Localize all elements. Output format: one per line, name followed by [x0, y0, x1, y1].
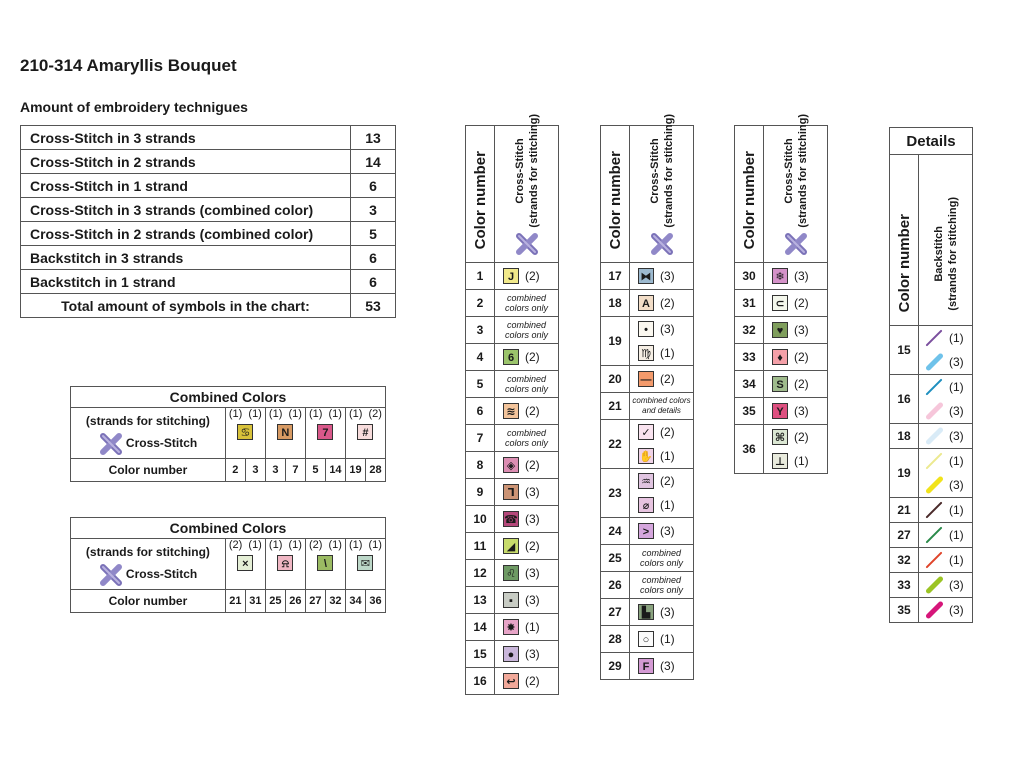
- technique-row: [21, 270, 396, 294]
- strand-count: (1): [949, 503, 964, 517]
- cross-stitch-header: Cross-Stitch: [648, 138, 661, 204]
- color-number: 30: [735, 263, 764, 290]
- color-column-1: [465, 114, 559, 695]
- technique-count: 13: [351, 126, 396, 150]
- strand-count: (2): [228, 539, 243, 551]
- symbol-swatch: J: [503, 268, 519, 284]
- cross-stitch-icon: [515, 232, 539, 256]
- strand-count: (2): [525, 539, 540, 553]
- strand-count: (3): [949, 603, 964, 617]
- combined-only-note: combined colors only: [639, 548, 684, 568]
- color-number: 18: [890, 424, 919, 449]
- backstitch-line: [925, 575, 945, 595]
- strand-count: (1): [308, 408, 323, 420]
- color-row: [466, 452, 559, 479]
- color-number: 19: [601, 317, 630, 366]
- color-number: 9: [466, 479, 495, 506]
- color-number: 32: [735, 317, 764, 344]
- color-number-header: Color number: [606, 150, 624, 249]
- symbol-swatch: ▪: [503, 592, 519, 608]
- backstitch-row: [890, 375, 973, 424]
- technique-row: [21, 198, 396, 222]
- symbol-swatch: ♋: [237, 424, 253, 440]
- color-row: [601, 366, 694, 393]
- color-number-header: Color number: [895, 213, 913, 312]
- symbol-swatch: ⌘: [772, 429, 788, 445]
- color-row: [466, 263, 559, 290]
- strand-count: (1): [268, 539, 283, 551]
- color-number: 32: [890, 548, 919, 573]
- color-number: 35: [890, 598, 919, 623]
- cross-stitch-header: Cross-Stitch: [782, 138, 795, 204]
- color-row: [466, 560, 559, 587]
- color-row: [466, 344, 559, 371]
- symbol-swatch: ⌀: [638, 497, 654, 513]
- technique-label: Total amount of symbols in the chart:: [21, 294, 351, 318]
- combined-only-note: combined colors only: [504, 320, 549, 340]
- technique-count: 5: [351, 222, 396, 246]
- strand-count: (1): [288, 408, 302, 420]
- strand-count: (3): [949, 355, 964, 369]
- symbol-swatch: ✸: [503, 619, 519, 635]
- color-number: 34: [735, 371, 764, 398]
- color-number: 21: [601, 393, 630, 420]
- color-number: 19: [890, 449, 919, 498]
- cross-stitch-label: Cross-Stitch: [71, 432, 225, 456]
- color-number: 34: [345, 590, 365, 613]
- strand-count: (2): [794, 296, 809, 310]
- strand-count: (2): [525, 674, 540, 688]
- color-number: 28: [365, 459, 385, 482]
- strand-count: (1): [660, 632, 675, 646]
- color-row: [601, 599, 694, 626]
- color-number: 3: [265, 459, 285, 482]
- color-row: [601, 572, 694, 599]
- color-number: 31: [245, 590, 265, 613]
- strand-count: (3): [660, 659, 675, 673]
- color-row: [466, 290, 559, 317]
- symbol-swatch: ▙: [638, 604, 654, 620]
- color-number: 21: [890, 498, 919, 523]
- strands-header: (strands for stitching): [527, 114, 540, 228]
- combined-colors-table-1: [70, 386, 386, 482]
- combined-title: Combined Colors: [71, 518, 386, 539]
- strand-count: (2): [660, 474, 675, 488]
- color-number: 2: [466, 290, 495, 317]
- symbol-swatch: ♌: [503, 565, 519, 581]
- color-row: [601, 653, 694, 680]
- cross-stitch-icon: [99, 432, 123, 456]
- technique-count: 6: [351, 246, 396, 270]
- symbol-swatch: \: [317, 555, 333, 571]
- color-row: [466, 533, 559, 560]
- color-row: [466, 371, 559, 398]
- strand-count: (1): [794, 454, 809, 468]
- backstitch-line: [925, 377, 945, 397]
- color-row: [735, 317, 828, 344]
- strand-count: (3): [525, 593, 540, 607]
- symbol-swatch: ☎: [503, 511, 519, 527]
- symbol-swatch: N: [277, 424, 293, 440]
- strand-count: (2): [660, 296, 675, 310]
- symbol-swatch: ≋: [503, 403, 519, 419]
- symbol-swatch: ✋: [638, 448, 654, 464]
- color-row: [735, 290, 828, 317]
- technique-row: [21, 222, 396, 246]
- strand-count: (3): [525, 512, 540, 526]
- backstitch-line: [925, 600, 945, 620]
- color-row: [466, 398, 559, 425]
- combined-only-note: combined colors only: [504, 428, 549, 448]
- symbol-swatch: ●: [503, 646, 519, 662]
- backstitch-line: [925, 500, 945, 520]
- color-number-label: Color number: [71, 590, 226, 613]
- technique-count: 14: [351, 150, 396, 174]
- color-number: 28: [601, 626, 630, 653]
- color-number: 5: [305, 459, 325, 482]
- techniques-heading: Amount of embroidery technigues: [20, 99, 248, 115]
- technique-count: 3: [351, 198, 396, 222]
- color-row: [466, 506, 559, 533]
- color-row: [601, 263, 694, 290]
- color-row: [466, 587, 559, 614]
- strand-count: (1): [248, 539, 262, 551]
- backstitch-line: [925, 352, 945, 372]
- symbol-swatch: ♥: [772, 322, 788, 338]
- color-number: 13: [466, 587, 495, 614]
- techniques-table: [20, 125, 396, 318]
- strand-count: (1): [949, 331, 964, 345]
- technique-row: [21, 174, 396, 198]
- color-row: [601, 420, 694, 469]
- color-row: [735, 398, 828, 425]
- strand-count: (1): [348, 408, 363, 420]
- details-table: [889, 127, 973, 623]
- color-number: 15: [466, 641, 495, 668]
- strand-count: (1): [660, 449, 675, 463]
- combined-only-note: combined colors only: [504, 374, 549, 394]
- color-number: 7: [285, 459, 305, 482]
- strand-count: (3): [949, 429, 964, 443]
- backstitch-row: [890, 573, 973, 598]
- color-number: 14: [466, 614, 495, 641]
- technique-label: Cross-Stitch in 1 strand: [21, 174, 351, 198]
- color-row: [466, 668, 559, 695]
- color-number: 10: [466, 506, 495, 533]
- color-column-2: [600, 114, 694, 680]
- color-number-label: Color number: [71, 459, 226, 482]
- strand-count: (1): [328, 408, 342, 420]
- combined-only-note: combined colors only: [504, 293, 549, 313]
- color-number: 16: [466, 668, 495, 695]
- color-row: [601, 290, 694, 317]
- strand-count: (1): [660, 498, 675, 512]
- symbol-swatch: •: [638, 321, 654, 337]
- technique-count: 6: [351, 174, 396, 198]
- symbol-swatch: >: [638, 523, 654, 539]
- color-number: 27: [305, 590, 325, 613]
- color-row: [466, 425, 559, 452]
- color-number-header: Color number: [471, 150, 489, 249]
- strand-count: (3): [949, 478, 964, 492]
- strand-count: (1): [949, 380, 964, 394]
- color-number: 24: [601, 518, 630, 545]
- technique-label: Cross-Stitch in 2 strands: [21, 150, 351, 174]
- color-number: 31: [735, 290, 764, 317]
- cross-stitch-label: Cross-Stitch: [71, 563, 225, 587]
- backstitch-line: [925, 525, 945, 545]
- symbol-swatch: ✉: [357, 555, 373, 571]
- symbol-swatch: ⍾: [277, 555, 293, 571]
- backstitch-row: [890, 326, 973, 375]
- color-row: [466, 479, 559, 506]
- strand-count: (1): [660, 346, 675, 360]
- color-number: 25: [265, 590, 285, 613]
- color-number: 11: [466, 533, 495, 560]
- strand-count: (1): [228, 408, 243, 420]
- color-number: 35: [735, 398, 764, 425]
- strand-count: (1): [248, 408, 262, 420]
- color-number: 16: [890, 375, 919, 424]
- details-title: Details: [890, 128, 973, 155]
- strand-count: (2): [525, 458, 540, 472]
- strand-count: (2): [660, 372, 675, 386]
- color-number: 36: [735, 425, 764, 474]
- strand-count: (3): [794, 269, 809, 283]
- color-row: [466, 317, 559, 344]
- strand-count: (2): [794, 350, 809, 364]
- combined-title: Combined Colors: [71, 387, 386, 408]
- strand-count: (2): [368, 408, 382, 420]
- color-number: 2: [225, 459, 245, 482]
- color-number: 12: [466, 560, 495, 587]
- backstitch-line: [925, 401, 945, 421]
- symbol-swatch: ○: [638, 631, 654, 647]
- strands-header: (strands for stitching): [946, 197, 959, 311]
- color-number: 19: [345, 459, 365, 482]
- color-row: [601, 626, 694, 653]
- cross-stitch-icon: [784, 232, 808, 256]
- technique-label: Cross-Stitch in 2 strands (combined color): [21, 222, 351, 246]
- color-number-header: Color number: [740, 150, 758, 249]
- strand-count: (1): [525, 620, 540, 634]
- strand-count: (2): [525, 350, 540, 364]
- strand-count: (1): [949, 528, 964, 542]
- color-number: 8: [466, 452, 495, 479]
- symbol-swatch: ♦: [772, 349, 788, 365]
- color-number: 17: [601, 263, 630, 290]
- backstitch-header: Backstitch: [932, 226, 945, 282]
- strand-count: (2): [660, 425, 675, 439]
- strand-count: (1): [949, 454, 964, 468]
- color-row: [601, 545, 694, 572]
- color-number: 3: [466, 317, 495, 344]
- backstitch-row: [890, 548, 973, 573]
- strand-count: (2): [308, 539, 323, 551]
- symbol-swatch: Y: [772, 403, 788, 419]
- color-number: 5: [466, 371, 495, 398]
- backstitch-row: [890, 598, 973, 623]
- color-row: [601, 469, 694, 518]
- strand-count: (1): [328, 539, 342, 551]
- color-row: [735, 425, 828, 474]
- color-row: [601, 393, 694, 420]
- color-number: 27: [601, 599, 630, 626]
- symbol-swatch: S: [772, 376, 788, 392]
- technique-row: [21, 126, 396, 150]
- combined-colors-table-2: [70, 517, 386, 613]
- symbol-swatch: ⊥: [772, 453, 788, 469]
- symbol-swatch: —: [638, 371, 654, 387]
- color-row: [735, 263, 828, 290]
- backstitch-row: [890, 523, 973, 548]
- page-title: 210-314 Amaryllis Bouquet: [20, 56, 237, 75]
- color-row: [735, 344, 828, 371]
- strands-header: (strands for stitching): [796, 114, 809, 228]
- strands-header: (strands for stitching): [662, 114, 675, 228]
- technique-row: [21, 150, 396, 174]
- strand-count: (1): [949, 553, 964, 567]
- technique-label: Backstitch in 3 strands: [21, 246, 351, 270]
- color-number: 21: [225, 590, 245, 613]
- symbol-swatch: ✓: [638, 424, 654, 440]
- symbol-swatch: ♒: [638, 473, 654, 489]
- color-row: [735, 371, 828, 398]
- combined-only-note: combined colors only: [639, 575, 684, 595]
- backstitch-line: [925, 426, 945, 446]
- backstitch-line: [925, 550, 945, 570]
- symbol-swatch: ⧓: [638, 268, 654, 284]
- color-number: 27: [890, 523, 919, 548]
- symbol-swatch: ❄: [772, 268, 788, 284]
- strands-label: (strands for stitching): [85, 414, 210, 428]
- symbol-swatch: #: [357, 424, 373, 440]
- strand-count: (1): [288, 539, 302, 551]
- backstitch-line: [925, 328, 945, 348]
- strand-count: (3): [794, 404, 809, 418]
- symbol-swatch: ×: [237, 555, 253, 571]
- strand-count: (1): [268, 408, 283, 420]
- color-row: [601, 518, 694, 545]
- symbol-swatch: 6: [503, 349, 519, 365]
- technique-label: Cross-Stitch in 3 strands (combined color): [21, 198, 351, 222]
- color-number: 4: [466, 344, 495, 371]
- color-number: 15: [890, 326, 919, 375]
- strand-count: (2): [525, 404, 540, 418]
- backstitch-line: [925, 451, 945, 471]
- symbol-swatch: F: [638, 658, 654, 674]
- strand-count: (3): [525, 566, 540, 580]
- strand-count: (2): [794, 377, 809, 391]
- strand-count: (2): [525, 269, 540, 283]
- backstitch-row: [890, 498, 973, 523]
- color-number: 36: [365, 590, 385, 613]
- cross-stitch-icon: [99, 563, 123, 587]
- symbol-swatch: ◢: [503, 538, 519, 554]
- strand-count: (3): [949, 404, 964, 418]
- technique-row: [21, 294, 396, 318]
- symbol-swatch: ♍: [638, 345, 654, 361]
- color-number: 6: [466, 398, 495, 425]
- strand-count: (3): [660, 322, 675, 336]
- backstitch-row: [890, 424, 973, 449]
- technique-count: 53: [351, 294, 396, 318]
- strand-count: (3): [660, 524, 675, 538]
- color-number: 20: [601, 366, 630, 393]
- symbol-swatch: A: [638, 295, 654, 311]
- color-number: 33: [735, 344, 764, 371]
- symbol-swatch: ⅂: [503, 484, 519, 500]
- strand-count: (1): [368, 539, 382, 551]
- color-number: 22: [601, 420, 630, 469]
- backstitch-line: [925, 475, 945, 495]
- color-number: 26: [601, 572, 630, 599]
- strand-count: (3): [660, 269, 675, 283]
- strand-count: (2): [794, 430, 809, 444]
- strand-count: (3): [949, 578, 964, 592]
- color-number: 3: [245, 459, 265, 482]
- strand-count: (3): [525, 485, 540, 499]
- strands-label: (strands for stitching): [85, 545, 210, 559]
- strand-count: (1): [348, 539, 363, 551]
- color-row: [466, 614, 559, 641]
- color-number: 29: [601, 653, 630, 680]
- color-column-3: [734, 114, 828, 474]
- color-number: 18: [601, 290, 630, 317]
- technique-label: Backstitch in 1 strand: [21, 270, 351, 294]
- strand-count: (3): [660, 605, 675, 619]
- technique-count: 6: [351, 270, 396, 294]
- strand-count: (3): [525, 647, 540, 661]
- cross-stitch-header: Cross-Stitch: [513, 138, 526, 204]
- color-number: 14: [325, 459, 345, 482]
- color-number: 7: [466, 425, 495, 452]
- symbol-swatch: 7: [317, 424, 333, 440]
- symbol-swatch: ⊂: [772, 295, 788, 311]
- color-number: 26: [285, 590, 305, 613]
- symbol-swatch: ↩: [503, 673, 519, 689]
- strand-count: (3): [794, 323, 809, 337]
- backstitch-row: [890, 449, 973, 498]
- technique-label: Cross-Stitch in 3 strands: [21, 126, 351, 150]
- combined-details-note: combined colors and details: [632, 396, 691, 415]
- color-number: 25: [601, 545, 630, 572]
- cross-stitch-icon: [650, 232, 674, 256]
- color-number: 32: [325, 590, 345, 613]
- color-row: [466, 641, 559, 668]
- symbol-swatch: ◈: [503, 457, 519, 473]
- color-number: 1: [466, 263, 495, 290]
- color-row: [601, 317, 694, 366]
- color-number: 23: [601, 469, 630, 518]
- technique-row: [21, 246, 396, 270]
- color-number: 33: [890, 573, 919, 598]
